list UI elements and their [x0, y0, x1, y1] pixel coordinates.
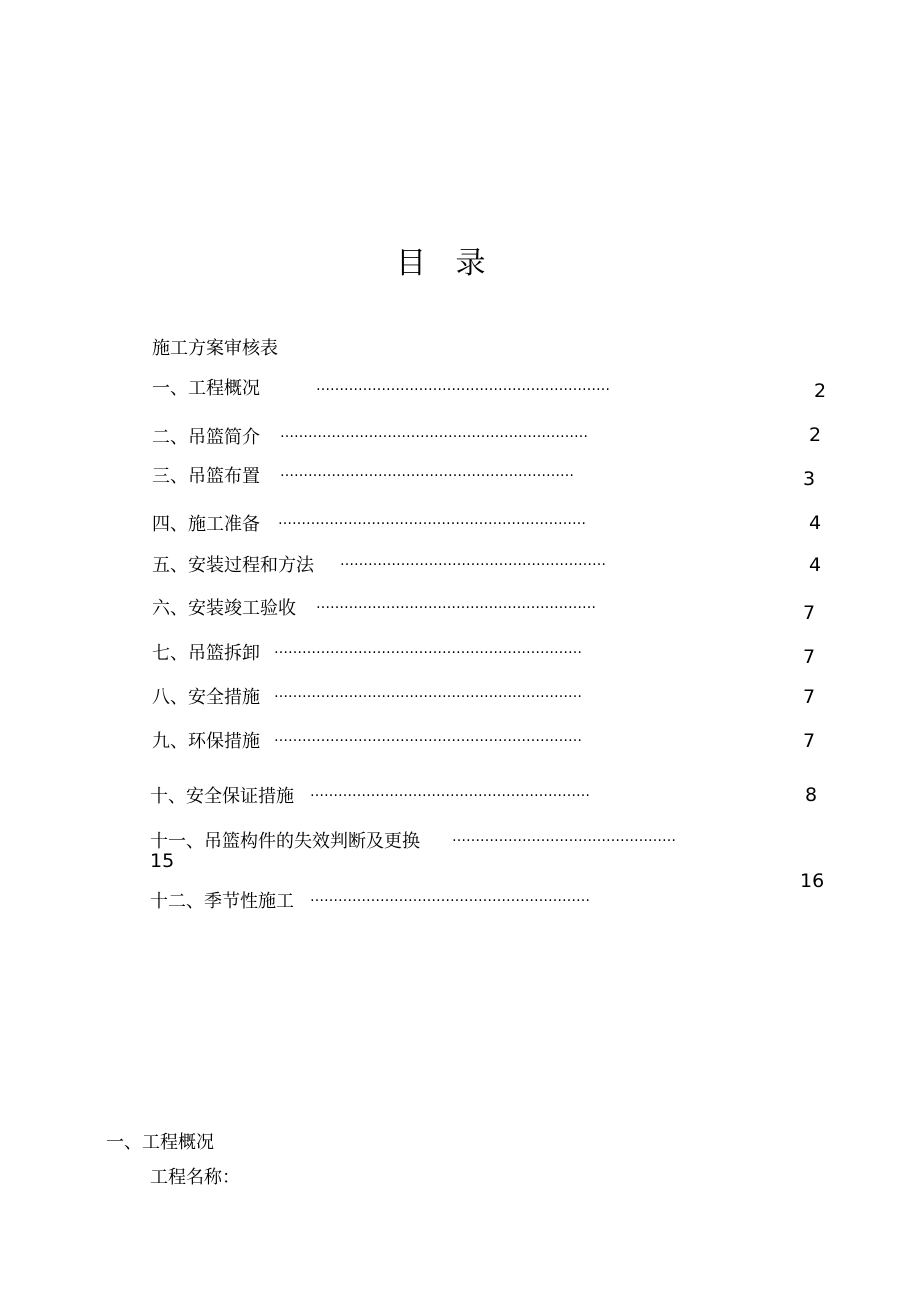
project-name-label: 工程名称： — [150, 1167, 240, 1188]
toc-entry-label[interactable]: 十二、季节性施工 — [150, 891, 294, 912]
toc-leader: ………………………………………………………… — [274, 729, 582, 745]
toc-page-number: 4 — [809, 554, 822, 576]
toc-page-number: 7 — [803, 602, 816, 624]
toc-page-number: 2 — [809, 424, 822, 446]
toc-entry-label[interactable]: 八、安全措施 — [152, 687, 260, 708]
toc-entry-label[interactable]: 一、工程概况 — [152, 378, 260, 399]
toc-page-number: 7 — [803, 646, 816, 668]
toc-entry-label[interactable]: 二、吊篮简介 — [152, 427, 260, 448]
toc-leader: ………………………………………… — [452, 829, 676, 845]
toc-page-number: 16 — [800, 870, 825, 892]
toc-title: 目 录 — [396, 246, 496, 281]
toc-leader: …………………………………………………… — [310, 784, 590, 800]
toc-leader: ………………………………………………… — [340, 553, 606, 569]
toc-intro: 施工方案审核表 — [152, 338, 278, 359]
toc-page-number: 7 — [803, 730, 816, 752]
toc-page-number: 8 — [805, 784, 818, 806]
toc-page-number: 7 — [803, 686, 816, 708]
toc-entry-label[interactable]: 七、吊篮拆卸 — [152, 643, 260, 664]
toc-entry-label[interactable]: 九、环保措施 — [152, 731, 260, 752]
toc-entry-label[interactable]: 三、吊篮布置 — [152, 466, 260, 487]
toc-page-number: 4 — [809, 512, 822, 534]
toc-leader: …………………………………………………… — [316, 596, 596, 612]
toc-entry-label[interactable]: 十一、吊篮构件的失效判断及更换 — [150, 831, 420, 852]
section-heading: 一、工程概况 — [106, 1132, 214, 1153]
toc-leader: ………………………………………………………… — [274, 685, 582, 701]
toc-entry-label[interactable]: 六、安装竣工验收 — [152, 598, 296, 619]
toc-entry-label[interactable]: 四、施工准备 — [152, 514, 260, 535]
toc-page-number: 3 — [803, 468, 816, 490]
toc-leader: ……………………………………………………… — [316, 378, 610, 394]
toc-entry-label[interactable]: 十、安全保证措施 — [150, 786, 294, 807]
toc-leader: ……………………………………………………… — [280, 464, 574, 480]
toc-leader: …………………………………………………… — [310, 889, 590, 905]
toc-leader: ………………………………………………………… — [278, 512, 586, 528]
toc-page-number: 15 — [150, 850, 175, 872]
toc-leader: ………………………………………………………… — [274, 641, 582, 657]
toc-leader: ………………………………………………………… — [280, 425, 588, 441]
toc-page-number: 2 — [814, 380, 827, 402]
toc-entry-label[interactable]: 五、安装过程和方法 — [152, 555, 314, 576]
